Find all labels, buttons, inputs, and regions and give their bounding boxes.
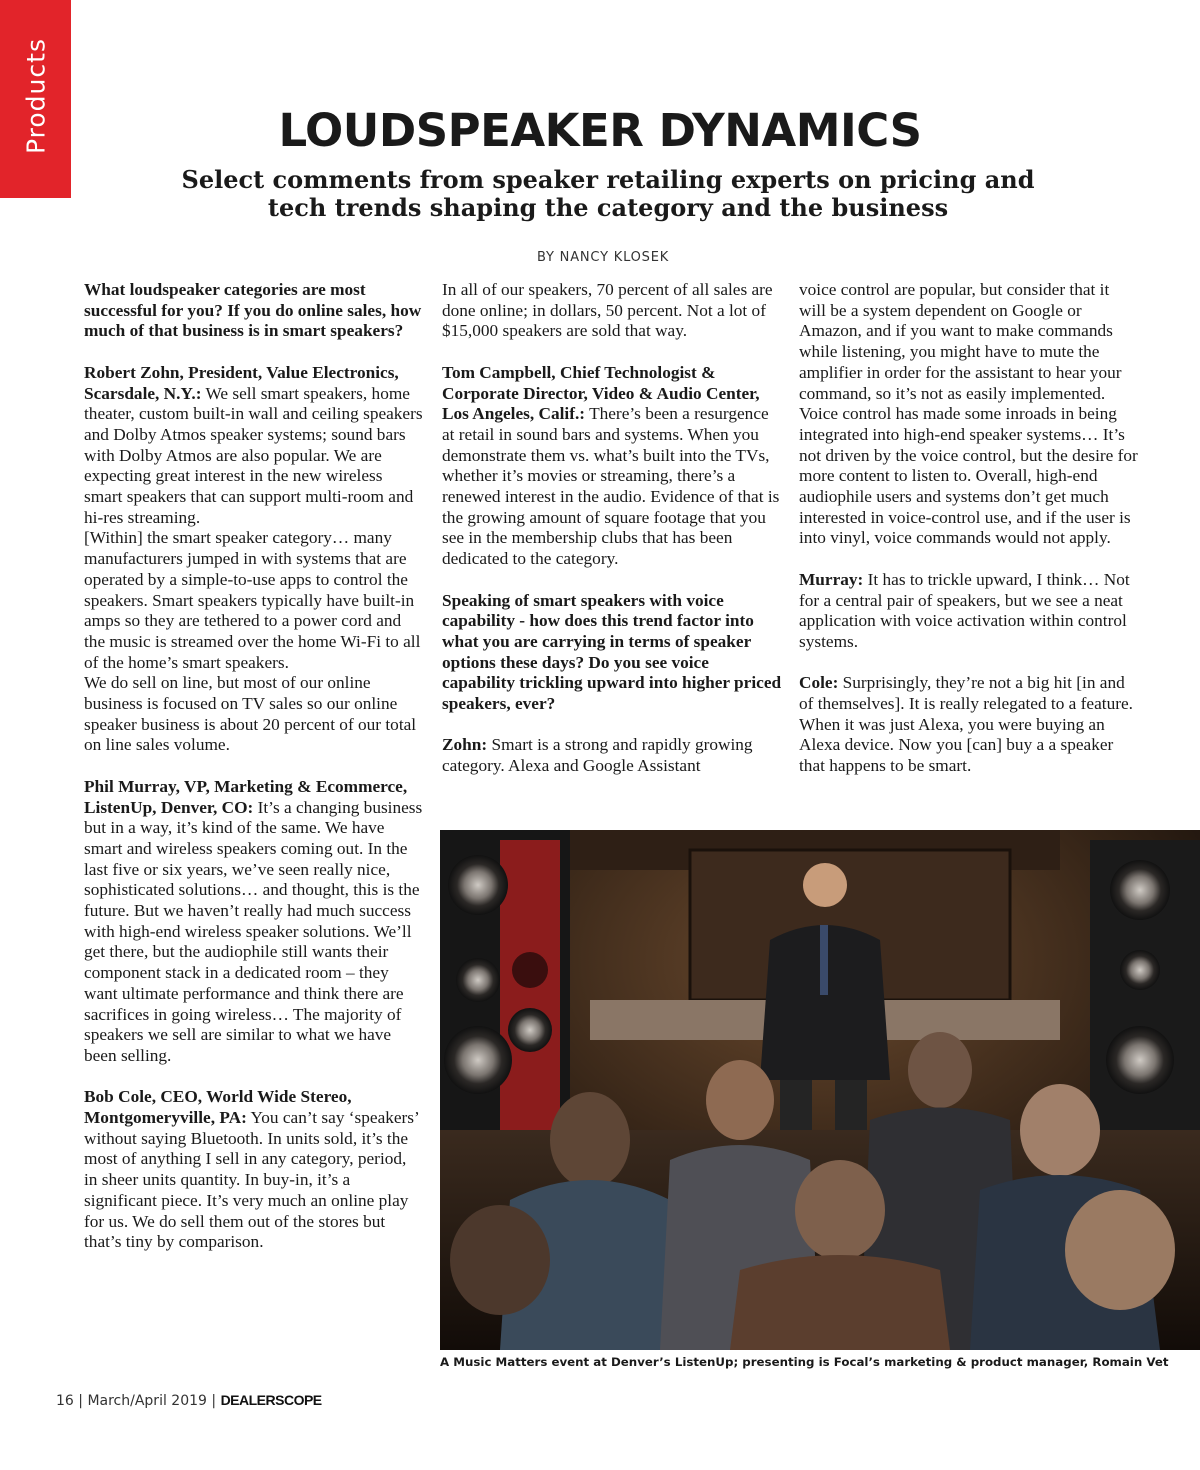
answer-murray: Phil Murray, VP, Marketing & Ecommerce, ListenUp, Denver, CO: It’s a changing business but in a way, it’s kind of the same. We have smart and wireless speakers coming out. In the last five or six years, we’ve seen really nice, sophisticated solutions… and thought, this is the future. But we haven’t really had much success with high-end wireless speaker solutions. We’ll get there, but the audiophile still wants their component stack in a dedicated room – they want ultimate performance and think there are sacrifices in going wireless… The majority of speakers we sell are similar to what we have been selling. bbox=[84, 776, 423, 1065]
photo-caption: A Music Matters event at Denver’s ListenUp; presenting is Focal’s marketing & product manager, Romain Vet bbox=[440, 1355, 1169, 1369]
issue-date: March/April 2019 bbox=[87, 1393, 207, 1409]
question-1: What loudspeaker categories are most successful for you? If you do online sales, how much of that business is in smart speakers? bbox=[84, 280, 422, 341]
section-tab bbox=[0, 0, 71, 198]
page-number: 16 bbox=[56, 1393, 74, 1409]
speaker-name: Zohn: bbox=[442, 735, 488, 755]
answer-zohn-2: Zohn: Smart is a strong and rapidly growing category. Alexa and Google Assistant bbox=[442, 735, 753, 776]
column-1 bbox=[84, 280, 424, 1253]
event-photo bbox=[440, 830, 1200, 1350]
brand-logo: DEALERSCOPE bbox=[220, 1392, 322, 1408]
speaker-name: Phil Murray, VP, Marketing & Ecommerce, ListenUp, Denver, CO: bbox=[84, 776, 408, 817]
speaker-name: Murray: bbox=[799, 569, 864, 589]
footer-separator: | bbox=[78, 1393, 83, 1409]
answer-zohn-2-cont: voice control are popular, but consider that it will be a system dependent on Google or Amazon, and if you want to make commands while listening, you might have to mute the amplifier in order for the assistant to hear your command, so it’s not as easily implemented. Voice control has made some inroads in being integrated into high-end speaker systems… It’s not driven by the voice control, but the desire for more content to listen to. Overall, high-end audiophile users and systems don’t get much interested in voice-control use, and if the user is into vinyl, voice commands would not apply. bbox=[799, 280, 1138, 548]
byline: BY NANCY KLOSEK bbox=[537, 250, 670, 265]
question-2: Speaking of smart speakers with voice capability - how does this trend factor into what you are carrying in terms of speaker options these days? Do you see voice capability trickling upward into higher priced speakers, ever? bbox=[442, 590, 782, 714]
answer-zohn-cont-3: In all of our speakers, 70 percent of all sales are done online; in dollars, 50 percent. Not a lot of $15,000 speakers are sold that way. bbox=[442, 280, 773, 341]
column-2 bbox=[442, 280, 782, 777]
answer-cole: Bob Cole, CEO, World Wide Stereo, Montgomeryville, PA: You can’t say ‘speakers’ without saying Bluetooth. In units sold, it’s the most of anything I sell in any category, period, in sheer units quantity. In buy-in, it’s a significant piece. It’s very much an online play for us. We do sell them out of the stores but that’s tiny by comparison. bbox=[84, 1087, 419, 1252]
speaker-name: Tom Campbell, Chief Technologist & Corporate Director, Video & Audio Center, Los Angeles, Calif.: bbox=[442, 362, 760, 424]
answer-murray-2: Murray: It has to trickle upward, I think… Not for a central pair of speakers, but we see a neat application with voice activation within control systems. bbox=[799, 569, 1130, 651]
subtitle-line-1: Select comments from speaker retailing experts on pricing and bbox=[181, 165, 1035, 194]
page-footer bbox=[56, 1392, 322, 1409]
article-title: LOUDSPEAKER DYNAMICS bbox=[278, 104, 922, 157]
event-photo-illustration bbox=[440, 830, 1200, 1350]
speaker-name: Cole: bbox=[799, 673, 839, 693]
answer-zohn: Robert Zohn, President, Value Electronics, Scarsdale, N.Y.: We sell smart speakers, home theater, custom built-in wall and ceiling speakers and Dolby Atmos speaker systems; sound bars with Dolby Atmos are also popular. We are expecting great interest in the new wireless smart speakers that can support multi-room and hi-res streaming. bbox=[84, 362, 423, 527]
section-tab-label: Products bbox=[21, 38, 51, 154]
speaker-name: Bob Cole, CEO, World Wide Stereo, Montgomeryville, PA: bbox=[84, 1087, 352, 1128]
speaker-name: Robert Zohn, President, Value Electronics, Scarsdale, N.Y.: bbox=[84, 362, 399, 403]
footer-separator: | bbox=[211, 1393, 217, 1409]
answer-zohn-cont-2: We do sell on line, but most of our online business is focused on TV sales so our online speaker business is about 20 percent of our total on line sales volume. bbox=[84, 673, 417, 755]
answer-zohn-cont-1: [Within] the smart speaker category… many manufacturers jumped in with systems that are operated by a simple-to-use apps to control the speakers. Smart speakers typically have built-in amps so they are tethered to a power cord and the music is streamed over the home Wi-Fi to all of the home’s smart speakers. bbox=[84, 528, 421, 672]
answer-campbell: Tom Campbell, Chief Technologist & Corporate Director, Video & Audio Center, Los Angeles, Calif.: There’s been a resurgence at retail in sound bars and systems. When you demonstrate them vs. what’s built into the TVs, whether it’s movies or streaming, there’s a renewed interest in the audio. Evidence of that is the growing amount of square footage that you see in the membership clubs that has been dedicated to the category. bbox=[442, 362, 780, 569]
answer-cole-2: Cole: Surprisingly, they’re not a big hit [in and of themselves]. It is really relegated to a feature. When it was just Alexa, you were buying an Alexa device. Now you [can] buy a a speaker that happens to be smart. bbox=[799, 673, 1133, 776]
column-3 bbox=[799, 280, 1139, 777]
subtitle-line-2: tech trends shaping the category and the business bbox=[267, 193, 949, 222]
article-subtitle bbox=[150, 166, 1066, 222]
